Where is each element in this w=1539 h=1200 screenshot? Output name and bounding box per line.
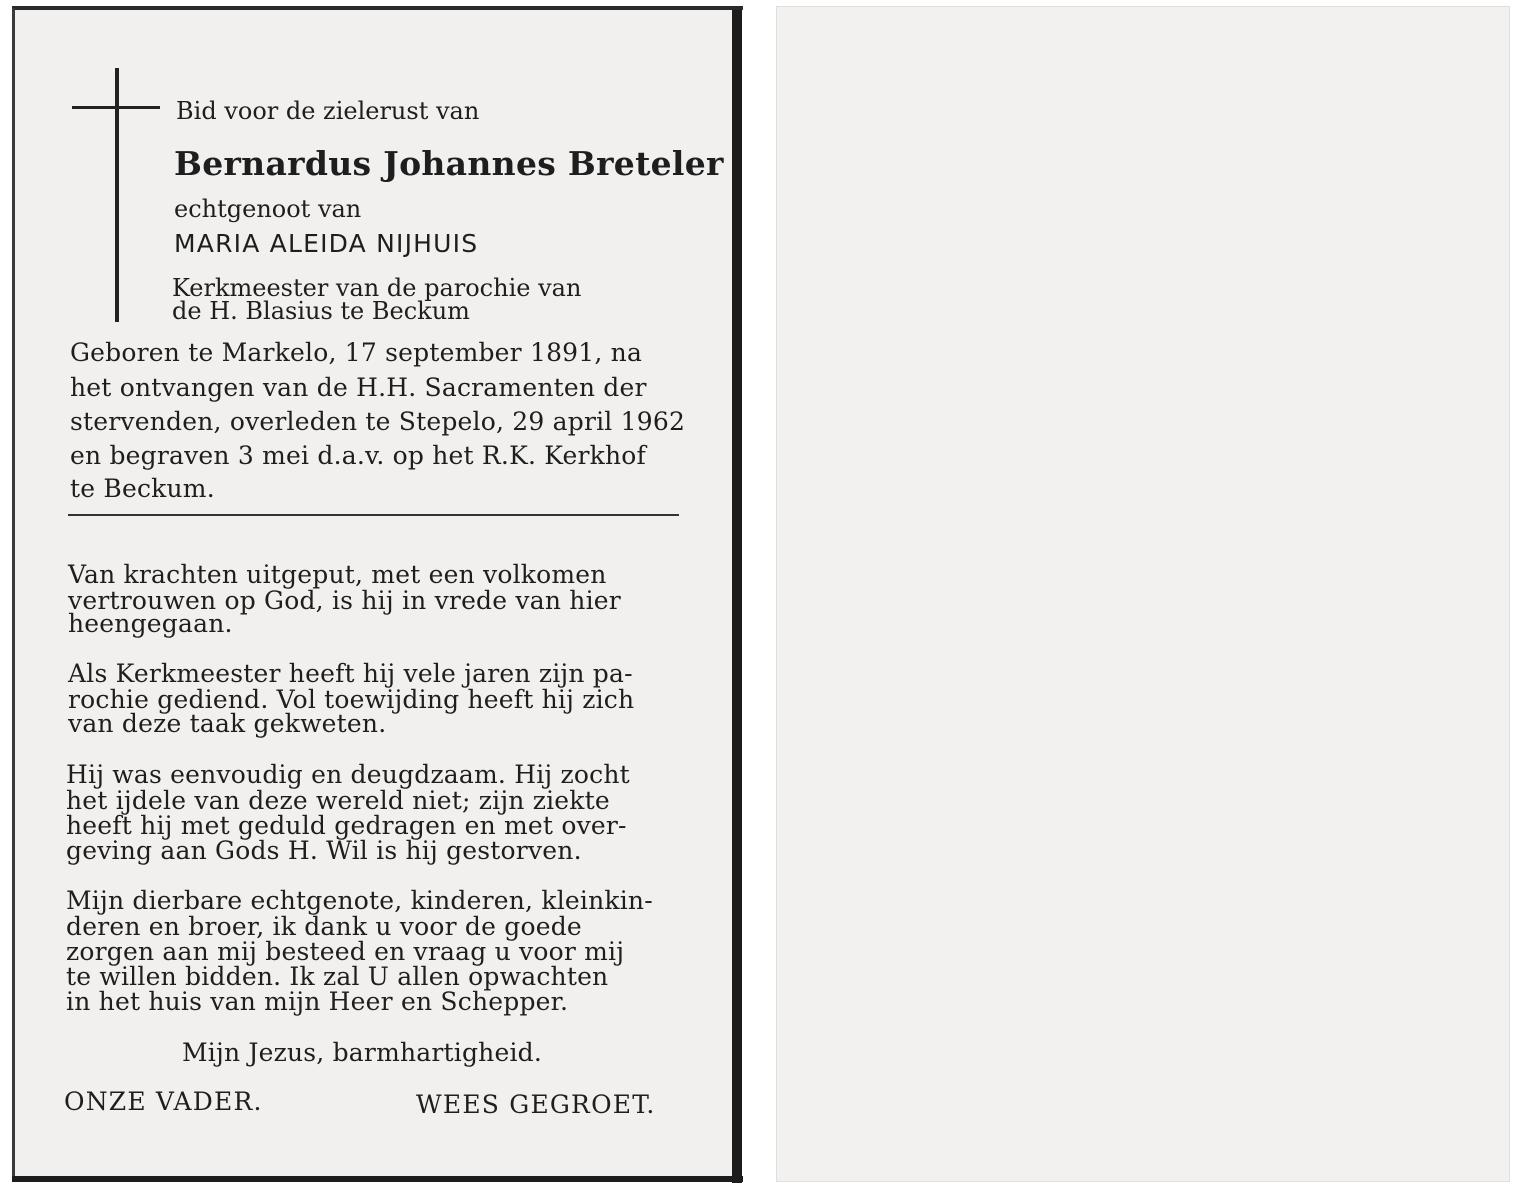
card-top-edge [12, 6, 743, 10]
paragraph-line: heeft hij met geduld gedragen en met over- [66, 811, 627, 840]
prayer-right: WEES GEGROET. [416, 1090, 656, 1119]
paragraph-line: Hij was eenvoudig en deugdzaam. Hij zocht [66, 760, 630, 789]
paragraph-line: geving aan Gods H. Wil is hij gestorven. [66, 836, 582, 865]
paragraph-line: Mijn dierbare echtgenote, kinderen, kleinkin- [66, 886, 653, 915]
paragraph-line: deren en broer, ik dank u voor de goede [66, 912, 582, 941]
paragraph-line: Als Kerkmeester heeft hij vele jaren zijn pa- [68, 659, 633, 688]
biography-line: en begraven 3 mei d.a.v. op het R.K. Kerkhof [70, 441, 646, 470]
paragraph-line: te willen bidden. Ik zal U allen opwachten [66, 962, 609, 991]
paragraph-line: van deze taak gekweten. [68, 709, 387, 738]
paragraph-line: vertrouwen op God, is hij in vrede van hier [68, 586, 621, 615]
spouse-intro: echtgenoot van [174, 195, 362, 223]
paragraph-line: het ijdele van deze wereld niet; zijn ziekte [66, 786, 610, 815]
role-line-1: Kerkmeester van de parochie van [172, 274, 582, 302]
card-bottom-edge [12, 1176, 743, 1182]
biography-line: het ontvangen van de H.H. Sacramenten der [70, 373, 647, 402]
biography-line: Geboren te Markelo, 17 september 1891, na [70, 338, 643, 367]
invocation: Mijn Jezus, barmhartigheid. [182, 1038, 543, 1067]
biography-line: stervenden, overleden te Stepelo, 29 april 1962 [70, 407, 686, 436]
paragraph-line: zorgen aan mij besteed en vraag u voor mij [66, 937, 625, 966]
deceased-name: Bernardus Johannes Breteler [174, 144, 724, 183]
card-left-edge [12, 8, 15, 1180]
spouse-name: MARIA ALEIDA NIJHUIS [174, 229, 479, 258]
cross-icon-horizontal [72, 106, 160, 109]
role-line-2: de H. Blasius te Beckum [172, 297, 470, 325]
divider-line [68, 514, 679, 516]
paragraph-line: rochie gediend. Vol toewijding heeft hij zich [68, 685, 635, 714]
pray-line: Bid voor de zielerust van [176, 97, 480, 125]
biography-line: te Beckum. [70, 474, 215, 503]
paragraph-line: Van krachten uitgeput, met een volkomen [68, 560, 607, 589]
prayer-left: ONZE VADER. [64, 1087, 263, 1116]
paragraph-line: in het huis van mijn Heer en Schepper. [66, 987, 569, 1016]
memorial-card-back [776, 6, 1510, 1182]
paragraph-line: heengegaan. [68, 609, 233, 638]
